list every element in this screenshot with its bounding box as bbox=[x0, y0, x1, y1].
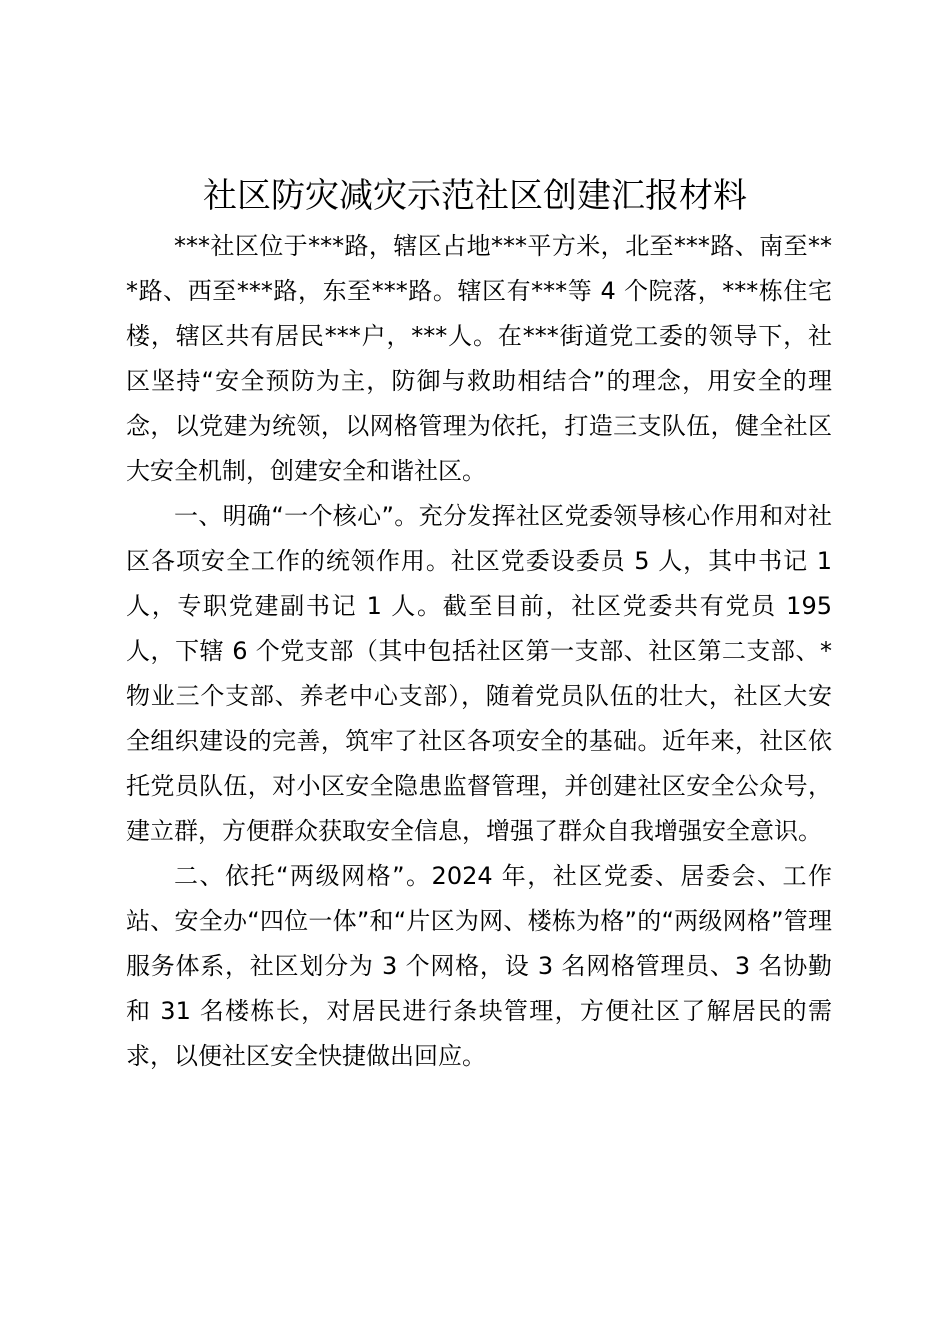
document-title: 社区防灾减灾示范社区创建汇报材料 bbox=[203, 176, 747, 216]
paragraph-section-two: 二、依托“两级网格”。2024 年，社区党委、居委会、工作站、安全办“四位一体”和“片区为网、楼栋为格”的“两级网格”管理服务体系，社区划分为 3 个网格，设 3 名网格管理员、3 名协勤和 31 名楼栋长，对居民进行条块管理，方便社区了解居民的需求，以便社区安全快捷做出回应。 bbox=[126, 862, 832, 1070]
document-body bbox=[126, 224, 832, 1079]
paragraph-intro: ***社区位于***路，辖区占地***平方米，北至***路、南至***路、西至***路，东至***路。辖区有***等 4 个院落，***栋住宅楼，辖区共有居民***户，***人。在***街道党工委的领导下，社区坚持“安全预防为主，防御与救助相结合”的理念，用安全的理念，以党建为统领，以网格管理为依托，打造三支队伍，健全社区大安全机制，创建安全和谐社区。 bbox=[126, 232, 832, 485]
paragraph-section-one: 一、明确“一个核心”。充分发挥社区党委领导核心作用和对社区各项安全工作的统领作用。社区党委设委员 5 人，其中书记 1 人，专职党建副书记 1 人。截至目前，社区党委共有党员 195 人，下辖 6 个党支部（其中包括社区第一支部、社区第二支部、*物业三个支部、养老中心支部），随着党员队伍的壮大，社区大安全组织建设的完善，筑牢了社区各项安全的基础。近年来，社区依托党员队伍，对小区安全隐患监督管理，并创建社区安全公众号，建立群，方便群众获取安全信息，增强了群众自我增强安全意识。 bbox=[126, 502, 832, 845]
